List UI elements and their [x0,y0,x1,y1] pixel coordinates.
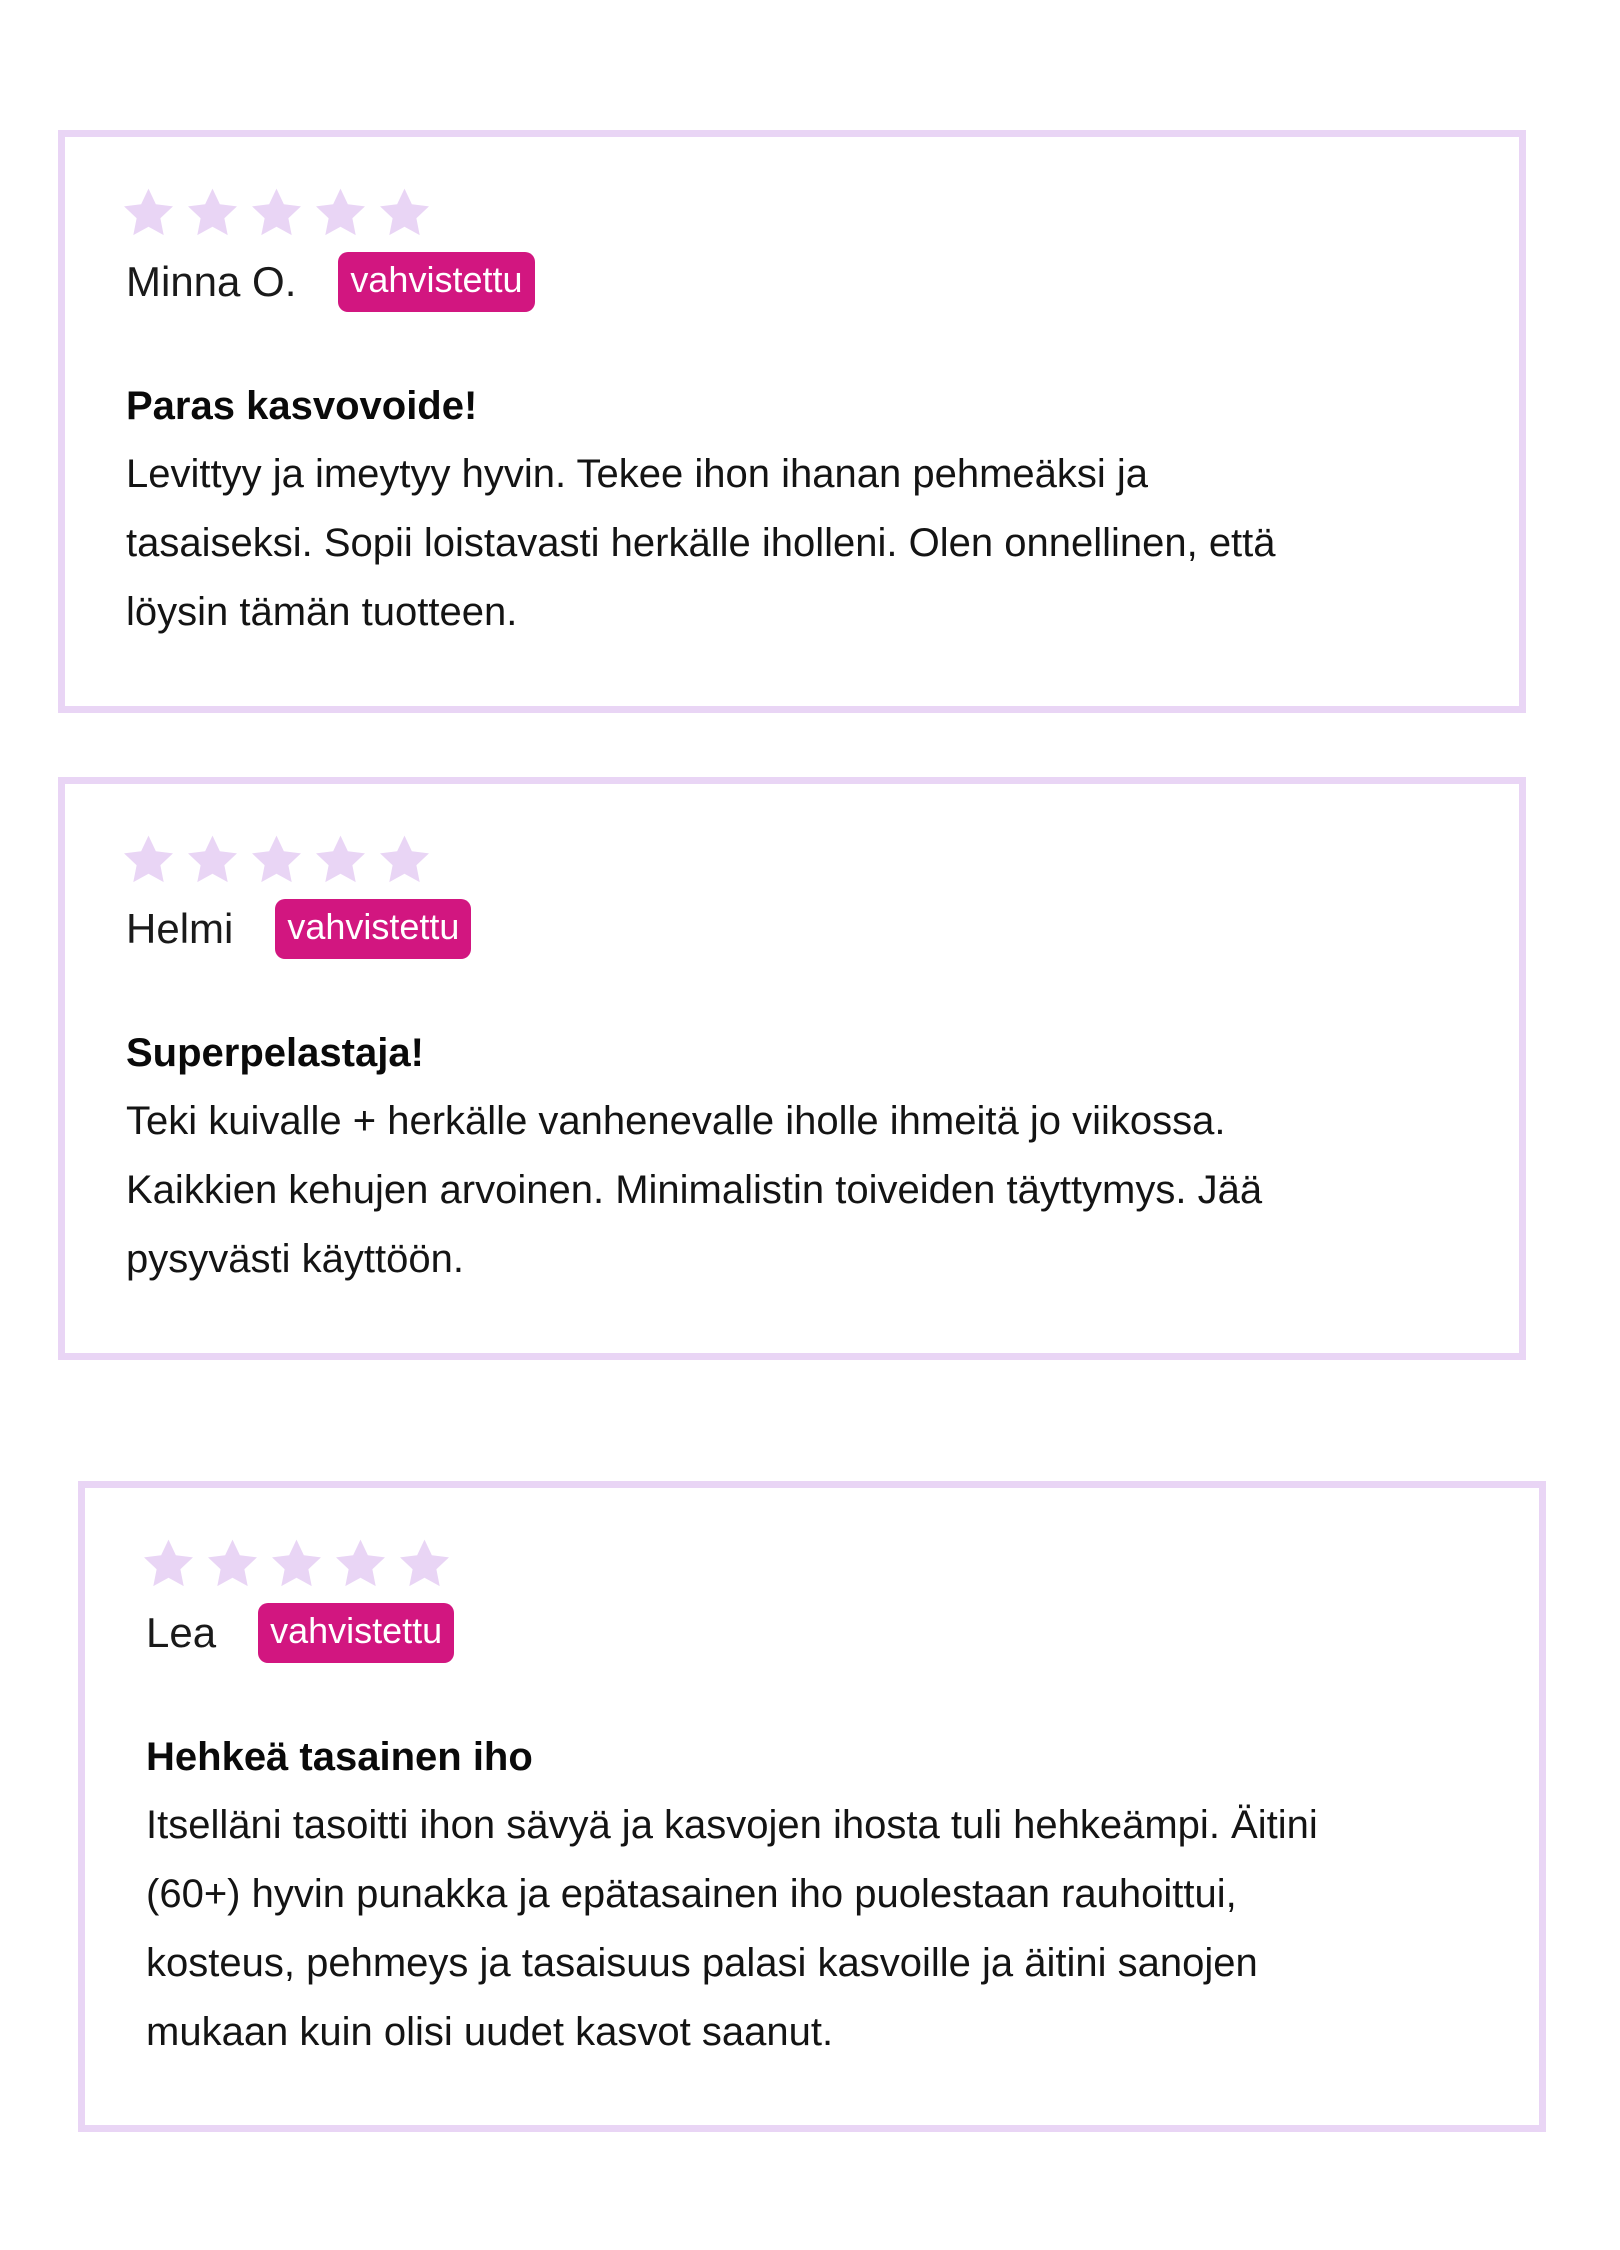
review-card [58,777,1526,1360]
star-icon [268,1536,325,1593]
star-icon [376,832,433,889]
review-line: (60+) hyvin punakka ja epätasainen iho puolestaan rauhoittui, [146,1872,1237,1916]
review-card [58,130,1526,713]
review-body [146,1791,1536,2067]
star-icon [140,1536,197,1593]
verified-badge: vahvistettu [338,252,534,312]
review-body [126,440,1516,647]
star-icon [204,1536,261,1593]
review-line: tasaiseksi. Sopii loistavasti herkälle iholleni. Olen onnellinen, että [126,521,1276,565]
star-rating [120,832,1479,892]
star-icon [120,832,177,889]
review-line: pysyvästi käyttöön. [126,1237,464,1281]
review-line: kosteus, pehmeys ja tasaisuus palasi kasvoille ja äitini sanojen [146,1941,1258,1985]
verified-badge: vahvistettu [258,1603,454,1663]
review-body [126,1087,1516,1294]
star-icon [332,1536,389,1593]
star-icon [312,185,369,242]
star-icon [248,832,305,889]
reviewer-row [120,898,1479,960]
star-icon [376,185,433,242]
review-line: Levittyy ja imeytyy hyvin. Tekee ihon ihanan pehmeäksi ja [126,452,1149,496]
verified-badge: vahvistettu [275,899,471,959]
star-icon [184,185,241,242]
reviewer-name: Helmi [126,905,234,952]
review-title: Paras kasvovoide! [126,384,478,428]
reviewer-name: Minna O. [126,258,297,305]
review-title: Hehkeä tasainen iho [146,1735,533,1779]
reviewer-row [120,251,1479,313]
star-icon [396,1536,453,1593]
star-rating [120,185,1479,245]
star-icon [184,832,241,889]
review-line: Kaikkien kehujen arvoinen. Minimalistin toiveiden täyttymys. Jää [126,1168,1263,1212]
review-line: Teki kuivalle + herkälle vanhenevalle iholle ihmeitä jo viikossa. [126,1099,1226,1143]
star-icon [248,185,305,242]
star-icon [312,832,369,889]
reviewer-name: Lea [146,1609,217,1656]
review-card [78,1481,1546,2132]
review-line: Itselläni tasoitti ihon sävyä ja kasvojen ihosta tuli hehkeämpi. Äitini [146,1803,1318,1847]
review-line: löysin tämän tuotteen. [126,590,518,634]
star-icon [120,185,177,242]
review-title: Superpelastaja! [126,1031,424,1075]
review-line: mukaan kuin olisi uudet kasvot saanut. [146,2010,834,2054]
reviewer-row [140,1602,1499,1664]
star-rating [140,1536,1499,1596]
